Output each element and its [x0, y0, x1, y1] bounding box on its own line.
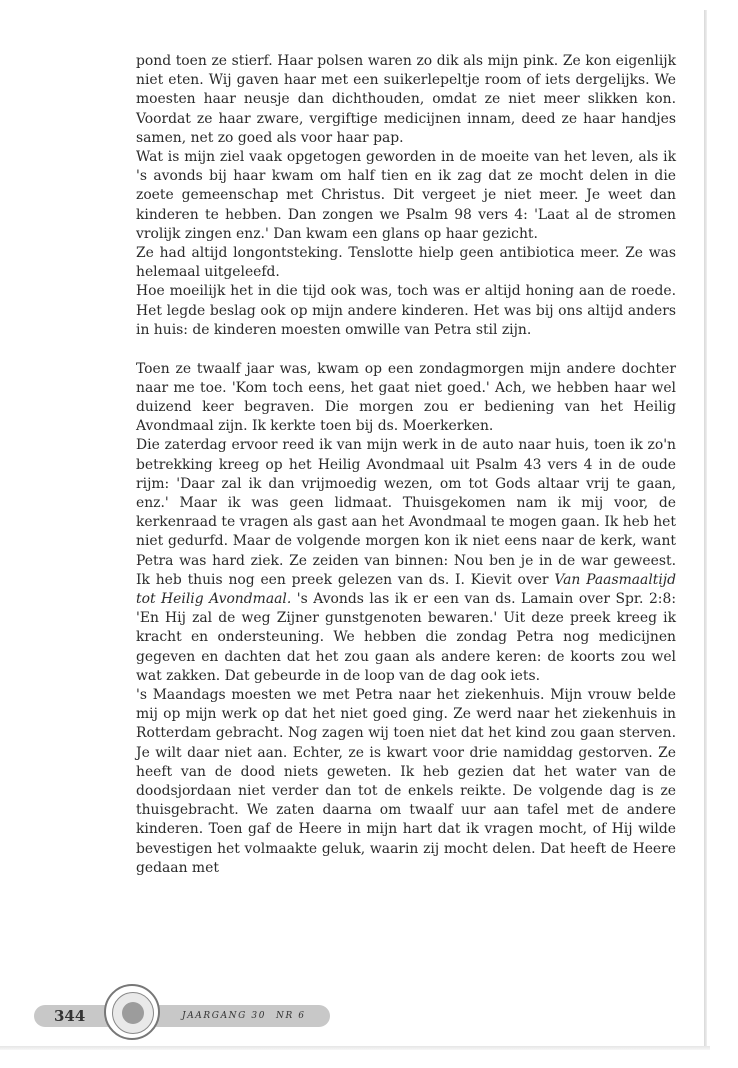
paragraph-3: Ze had altijd longontsteking. Tenslotte hielp geen antibiotica meer. Ze was helemaal uitgeleefd.: [136, 245, 676, 281]
paragraph-7: 's Maandags moesten we met Petra naar het ziekenhuis. Mijn vrouw belde mij op mijn werk op dat het niet goed ging. Ze werd naar het ziekenhuis in Rotterdam gebracht. Nog zagen wij toen niet dat het kind zou gaan sterven. Je wilt daar niet aan. Echter, ze is kwart voor drie namiddag gestorven. Ze heeft van de dood niets geweten. Ik heb gezien dat het water van de doodsjordaan niet verder dan tot de enkels reikte. De volgende dag is ze thuisgebracht. We zaten daarna om twaalf uur aan tafel met de andere kinderen. Toen gaf de Heere in mijn hart dat ik vragen mocht, of Hij wilde bevestigen het volmaakte geluk, waarin zij mocht delen. Dat heeft de Heere gedaan met: [136, 687, 676, 876]
paragraph-2: Wat is mijn ziel vaak opgetogen geworden in de moeite van het leven, als ik 's avonds bij haar kwam om half tien en ik zag dat ze mocht delen in die zoete gemeenschap met Christus. Dit vergeet je niet meer. Je weet dan kinderen te hebben. Dan zongen we Psalm 98 vers 4: 'Laat al de stromen vrolijk zingen enz.' Dan kwam een glans op haar gezicht.: [136, 149, 676, 242]
paragraph-6: [136, 436, 676, 686]
paragraph-1: pond toen ze stierf. Haar polsen waren zo dik als mijn pink. Ze kon eigenlijk niet eten. Wij gaven haar met een suikerlepeltje room of iets dergelijks. We moesten haar neusje dan dichthouden, omdat ze niet meer slikken kon. Voordat ze haar zware, vergiftige medicijnen innam, deed ze haar handjes samen, net zo goed als voor haar pap.: [136, 53, 676, 146]
journal-issue: NR 6: [276, 1011, 306, 1021]
paragraph-4: Hoe moeilijk het in die tijd ook was, toch was er altijd honing aan de roede. Het legde beslag ook op mijn andere kinderen. Het was bij ons altijd anders in huis: de kinderen moesten omwille van Petra stil zijn.: [136, 283, 676, 338]
paragraph-gap: [136, 340, 676, 360]
seal-core: [122, 1002, 144, 1024]
seal-inner-ring: [112, 992, 154, 1034]
page-edge-shadow: [704, 10, 707, 1050]
paragraph-6-text: Die zaterdag ervoor reed ik van mijn werk in de auto naar huis, toen ik zo'n betrekking kreeg op het Heilig Avondmaal uit Psalm 43 vers 4 in de oude rijm: 'Daar zal ik dan vrijmoedig wezen, om tot Gods altaar vrij te gaan, enz.' Maar ik was geen lidmaat. Thuisgekomen nam ik mij voor, de kerkenraad te vragen als gast aan het Avondmaal te mogen gaan. Ik heb het niet gedurfd. Maar de volgende morgen kon ik niet eens naar de kerk, want Petra was hard ziek. Ze zeiden van binnen: Nou ben je in de war geweest. Ik heb thuis nog een preek gelezen van ds. I. Kievit over: [136, 437, 676, 588]
page-number: 344: [54, 1007, 86, 1025]
journal-volume: JAARGANG 30: [182, 1011, 267, 1021]
paragraph-6-continuation: 's Avonds las ik er een van ds. Lamain over Spr. 2:8: 'En Hij zal de weg Zijner gunstgenoten bewaren.' Uit deze preek kreeg ik kracht en ondersteuning. We hebben die zondag Petra nog medicijnen gegeven en dachten dat het zou gaan als andere keren: de koorts zou wel wat zakken. Dat gebeurde in de loop van de dag ook iets.: [136, 590, 676, 684]
paragraph-5: Toen ze twaalf jaar was, kwam op een zondagmorgen mijn andere dochter naar me toe. 'Kom toch eens, het gaat niet goed.' Ach, we hebben haar wel duizend keer begraven. Die morgen zou er bediening van het Heilig Avondmaal zijn. Ik kerkte toen bij ds. Moerkerken.: [136, 360, 676, 435]
seal-emblem-icon: [104, 984, 160, 1040]
sermon-title: Van Paasmaaltijd tot Heilig Avondmaal.: [136, 571, 676, 607]
article-body: [136, 52, 676, 878]
page-bottom-edge: [0, 1046, 710, 1050]
page-footer: [34, 1002, 330, 1028]
